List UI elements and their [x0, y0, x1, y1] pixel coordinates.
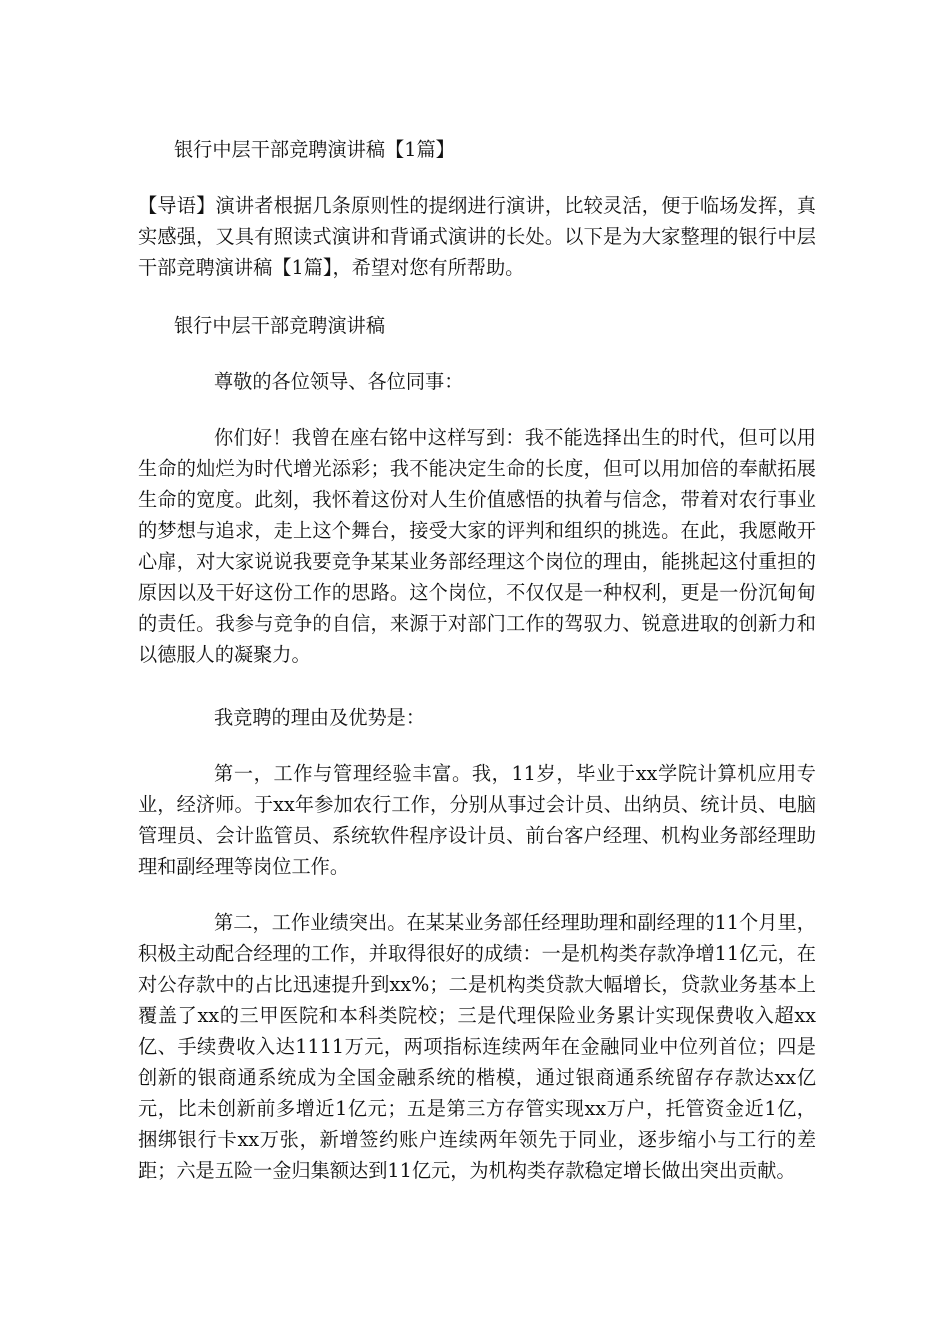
paragraph-second-point: 第二，工作业绩突出。在某某业务部任经理助理和副经理的11个月里，积极主动配合经理的工作，并取得很好的成绩：一是机构类存款净增11亿元，在对公存款中的占比迅速提升到xx%；二是机构类贷款大幅增长，贷款业务基本上覆盖了xx的三甲医院和本科类院校；三是代理保险业务累计实现保费收入超xx亿、手续费收入达1111万元，两项指标连续两年在金融同业中位列首位；四是创新的银商通系统成为全国金融系统的楷模，通过银商通系统留存存款达xx亿元，比未创新前多增近1亿元；五是第三方存管实现xx万户，托管资金近1亿，捆绑银行卡xx万张，新增签约账户连续两年领先于同业，逐步缩小与工行的差距；六是五险一金归集额达到11亿元，为机构类存款稳定增长做出突出贡献。: [138, 911, 816, 1182]
speech-subtitle: 银行中层干部竞聘演讲稿: [174, 314, 386, 337]
salutation: 尊敬的各位领导、各位同事：: [214, 370, 464, 393]
document-title: 银行中层干部竞聘演讲稿【1篇】: [174, 138, 455, 161]
paragraph-greeting: 你们好！我曾在座右铭中这样写到：我不能选择出生的时代，但可以用生命的灿烂为时代增光添彩；我不能决定生命的长度，但可以用加倍的奉献拓展生命的宽度。此刻，我怀着这份对人生价值感悟的执着与信念，带着对农行事业的梦想与追求，走上这个舞台，接受大家的评判和组织的挑选。在此，我愿敞开心扉，对大家说说我要竞争某某业务部经理这个岗位的理由，能挑起这付重担的原因以及干好这份工作的思路。这个岗位，不仅仅是一种权利，更是一份沉甸甸的责任。我参与竞争的自信，来源于对部门工作的驾驭力、锐意进取的创新力和以德服人的凝聚力。: [138, 426, 816, 666]
paragraph-first-point: 第一，工作与管理经验丰富。我，11岁，毕业于xx学院计算机应用专业，经济师。于xx年参加农行工作，分别从事过会计员、出纳员、统计员、电脑管理员、会计监管员、系统软件程序设计员、前台客户经理、机构业务部经理助理和副经理等岗位工作。: [138, 762, 816, 878]
intro-paragraph: 【导语】演讲者根据几条原则性的提纲进行演讲，比较灵活，便于临场发挥，真实感强，又具有照读式演讲和背诵式演讲的长处。以下是为大家整理的银行中层干部竞聘演讲稿【1篇】，希望对您有所帮助。: [138, 194, 816, 279]
paragraph-reasons-heading: 我竞聘的理由及优势是：: [214, 706, 426, 729]
